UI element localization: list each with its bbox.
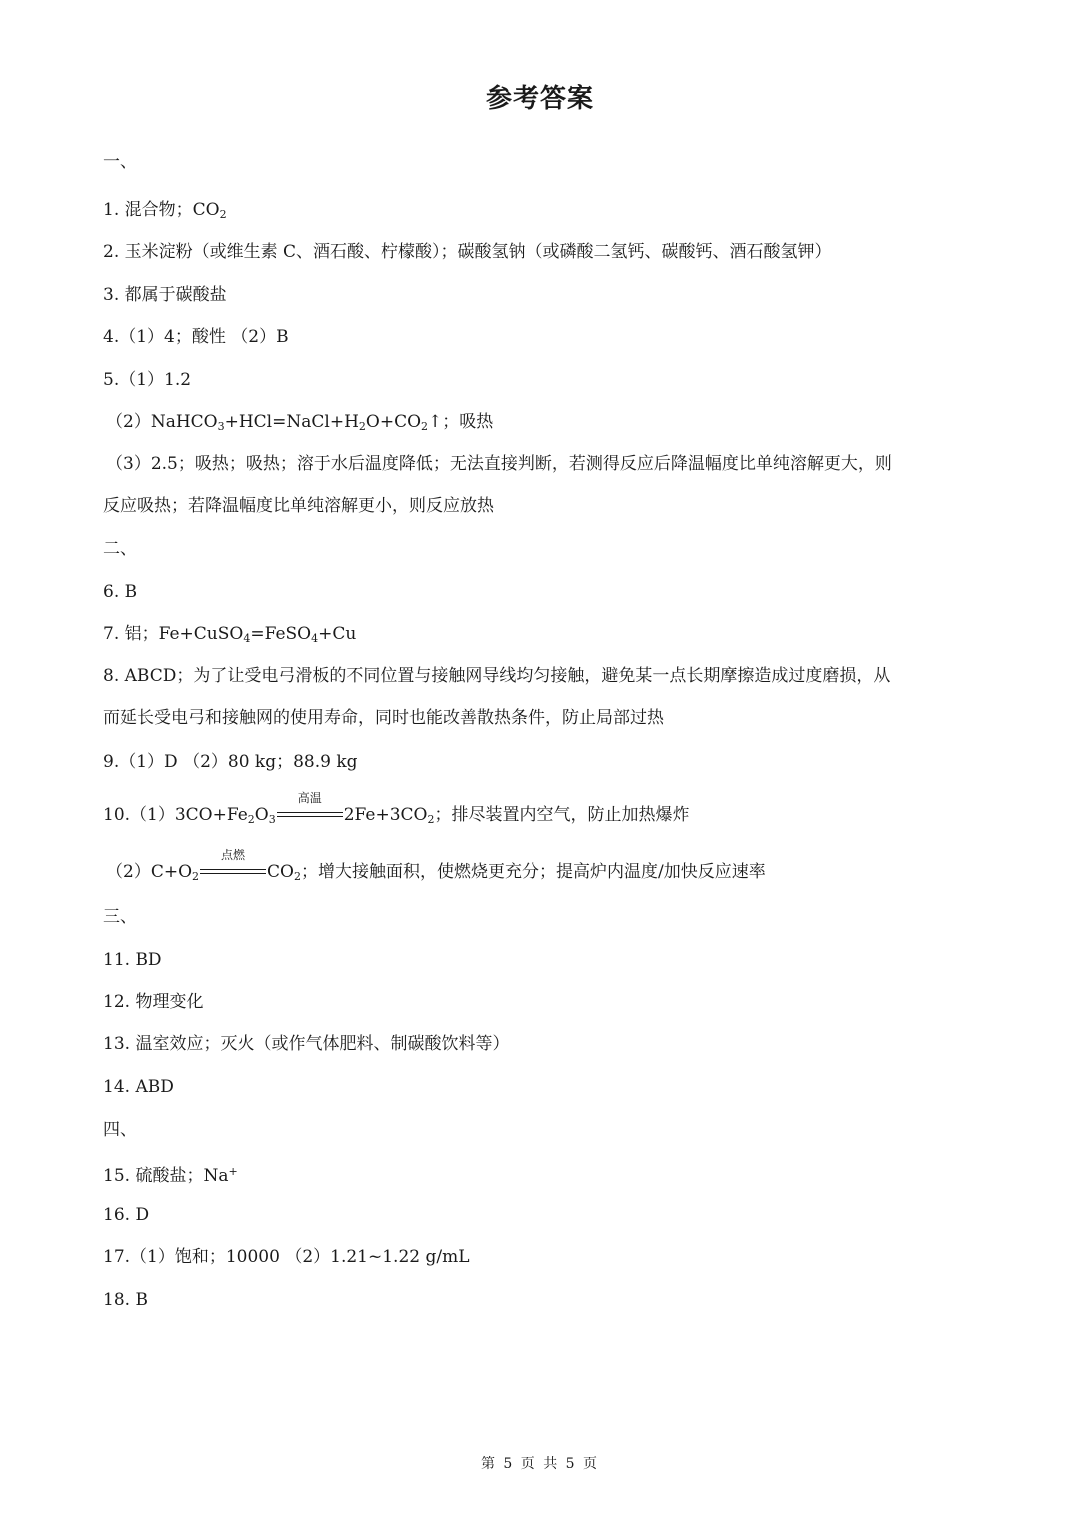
section-heading-1: 一、 [103,152,137,172]
answer-8-line-2: 而延长受电弓和接触网的使用寿命，同时也能改善散热条件，防止局部过热 [103,708,664,728]
answer-4: 4.（1）4；酸性 （2）B [103,327,289,347]
page-footer: 第 5 页 共 5 页 [480,1456,600,1472]
answer-15: 15. 硫酸盐；Na+ [103,1165,238,1186]
answer-2: 2. 玉米淀粉（或维生素 C、酒石酸、柠檬酸）；碳酸氢钠（或磷酸二氢钙、碳酸钙、酒石酸氢钾） [103,242,832,262]
answer-3: 3. 都属于碳酸盐 [103,285,227,305]
section-heading-2: 二、 [103,539,137,559]
section-heading-4: 四、 [103,1120,137,1140]
answer-13: 13. 温室效应；灭火（或作气体肥料、制碳酸饮料等） [103,1034,510,1054]
answer-8-line-1: 8. ABCD；为了让受电弓滑板的不同位置与接触网导线均匀接触，避免某一点长期摩擦造成过度磨损，从 [103,666,891,686]
answer-10-part-2: $(2)C+O_2$ 点燃 $CO_2$；增大接触面积，使燃烧更充分；提高炉内温度/加快反应速率 [106,848,766,883]
answer-16: 16. D [103,1205,150,1225]
answer-5-part-3-line-2: 反应吸热；若降温幅度比单纯溶解更小，则反应放热 [103,496,494,516]
answer-5-part-1: 5.（1）1.2 [103,370,192,390]
reaction-condition-high-temp: 高温 [277,803,343,827]
answer-1: 1. 混合物；$CO_2$ [103,200,227,221]
section-heading-3: 三、 [103,907,137,927]
answer-7: 7. 铝；Fe+CuSO$_4$=FeSO$_4$+Cu [103,624,357,645]
answer-12: 12. 物理变化 [103,992,204,1012]
answer-17: 17.（1）饱和；10000 （2）1.21~1.22 g/mL [103,1247,470,1267]
page-title: 参考答案 [485,84,594,114]
answer-5-part-2: $(2)NaHCO_3+HCl=NaCl+H_2O+CO_2↑$；吸热 [106,412,494,433]
answer-11: 11. BD [103,950,162,970]
answer-5-part-3-line-1: （3）2.5；吸热；吸热；溶于水后温度降低；无法直接判断，若测得反应后降温幅度比单纯溶解更大，则 [106,454,892,474]
reaction-condition-ignite: 点燃 [200,860,266,884]
answer-14: 14. ABD [103,1077,174,1097]
answer-9: 9.（1）D （2）80 kg；88.9 kg [103,752,358,772]
answer-10-part-1: $10.(1)3CO+Fe_2O_3$ 高温 $2Fe+3CO_2$；排尽装置内空气，防止加热爆炸 [103,791,690,826]
answer-18: 18. B [103,1290,148,1310]
answer-6: 6. B [103,582,138,602]
